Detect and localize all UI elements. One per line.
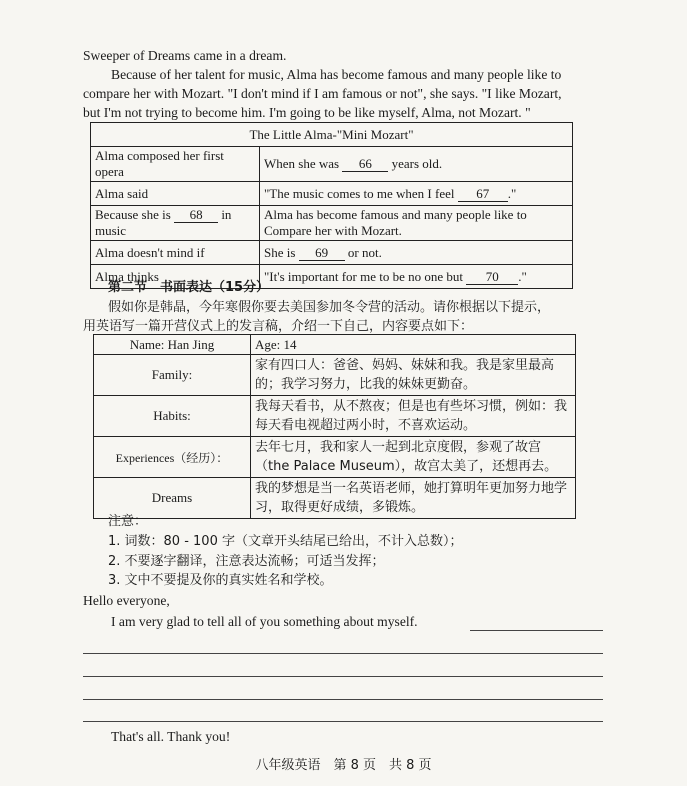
writing-line[interactable]	[83, 699, 603, 700]
table-row	[94, 437, 576, 478]
answer-blank[interactable]: 66	[342, 156, 388, 172]
prompt-line: 用英语写一篇开营仪式上的发言稿，介绍一下自己，内容要点如下：	[83, 319, 474, 334]
row-content: 去年七月，我和家人一起到北京度假，参观了故宫（the Palace Museum），故宫太美了，还想再去。	[251, 437, 576, 478]
prompt-line: 假如你是韩晶，今年寒假你要去美国参加冬令营的活动。请你根据以下提示，	[108, 300, 551, 315]
section-heading: 第二节 书面表达（15分）	[108, 280, 270, 295]
row-content: 我每天看书，从不熬夜；但是也有些坏习惯，例如：我每天看电视超过两小时，不喜欢运动。	[251, 396, 576, 437]
row-label: Family:	[94, 355, 251, 396]
row-label: Dreams	[94, 478, 251, 519]
row-content: 我的梦想是当一名英语老师，她打算明年更加努力地学习，取得更好成绩，多锻炼。	[251, 478, 576, 519]
table-row	[94, 355, 576, 396]
table-cell: Because she is 68 in music	[91, 206, 260, 241]
table-cell: Alma has become famous and many people like to Compare her with Mozart.	[260, 206, 573, 241]
speech-outline-table	[93, 334, 576, 519]
answer-blank[interactable]: 69	[299, 245, 345, 261]
row-label: Habits:	[94, 396, 251, 437]
table-row	[94, 478, 576, 519]
page-footer: 八年级英语 第 8 页 共 8 页	[255, 758, 432, 773]
passage-line: Sweeper of Dreams came in a dream.	[83, 48, 287, 63]
info-table-mini-mozart	[90, 122, 573, 289]
row-content: 家有四口人：爸爸、妈妈、妹妹和我。我是家里最高的；我学习努力，比我的妹妹更勤奋。	[251, 355, 576, 396]
table-cell: Alma thinks	[91, 265, 260, 289]
essay-opening: I am very glad to tell all of you something about myself.	[111, 614, 418, 629]
table-row	[91, 241, 573, 265]
table-row	[94, 396, 576, 437]
note-item: 2. 不要逐字翻译，注意表达流畅；可适当发挥；	[108, 554, 385, 569]
essay-opening: Hello everyone,	[83, 593, 170, 608]
answer-blank[interactable]: 68	[174, 207, 218, 223]
table-cell: "It's important for me to be no one but 70 ."	[260, 265, 573, 289]
notes-title: 注意：	[108, 514, 148, 529]
table-row	[91, 182, 573, 206]
answer-blank[interactable]: 67	[458, 186, 508, 202]
note-item: 1. 词数：80 - 100 字（文章开头结尾已给出，不计入总数）；	[108, 534, 463, 549]
writing-line[interactable]	[83, 721, 603, 722]
writing-line[interactable]	[83, 676, 603, 677]
essay-closing: That's all. Thank you!	[111, 729, 231, 744]
table-title: The Little Alma-"Mini Mozart"	[91, 123, 573, 147]
passage-line: Because of her talent for music, Alma has become famous and many people like to	[111, 67, 562, 82]
table-cell: Alma doesn't mind if	[91, 241, 260, 265]
table-row	[91, 206, 573, 241]
name-cell: Name: Han Jing	[94, 335, 251, 355]
table-row	[91, 147, 573, 182]
passage-line: compare her with Mozart. "I don't mind if I am famous or not", she says. "I like Mozart,	[83, 86, 562, 101]
note-item: 3. 文中不要提及你的真实姓名和学校。	[108, 573, 333, 588]
table-cell: She is 69 or not.	[260, 241, 573, 265]
table-cell: When she was 66 years old.	[260, 147, 573, 182]
answer-blank[interactable]: 70	[466, 269, 518, 285]
table-cell: "The music comes to me when I feel 67 ."	[260, 182, 573, 206]
writing-line[interactable]	[83, 653, 603, 654]
table-cell: Alma composed her first opera	[91, 147, 260, 182]
row-label: Experiences（经历）：	[94, 437, 251, 478]
age-cell: Age: 14	[251, 335, 576, 355]
writing-line[interactable]	[470, 630, 603, 631]
table-cell: Alma said	[91, 182, 260, 206]
passage-line: but I'm not trying to become him. I'm going to be like myself, Alma, not Mozart. "	[83, 105, 531, 120]
table-row	[94, 335, 576, 355]
